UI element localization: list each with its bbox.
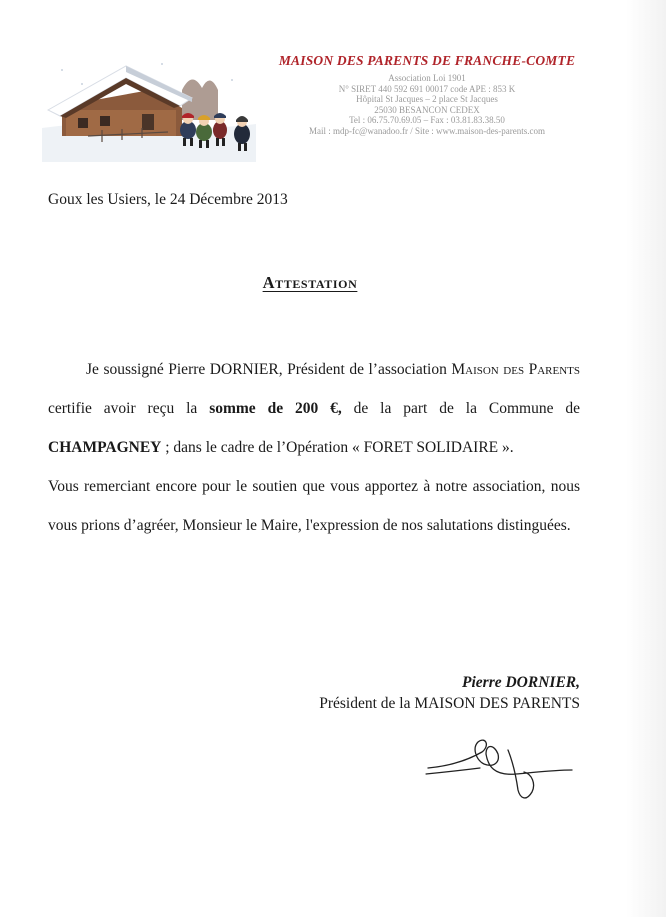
organization-header [262,53,592,137]
org-contact-line: Mail : mdp-fc@wanadoo.fr / Site : www.maison-des-parents.com [309,125,545,136]
org-phone-line: Tel : 06.75.70.69.05 – Fax : 03.81.83.38.50 [349,115,505,126]
document-title: Attestation [262,273,358,292]
association-name: Maison des Parents [451,361,581,378]
signatory-title: Président de la MAISON DES PARENTS [319,695,580,712]
signatory-name: Pierre DORNIER, [462,674,580,691]
organization-name: MAISON DES PARENTS DE FRANCHE-COMTE [278,53,576,68]
handwritten-signature [420,730,580,810]
snowy-farmhouse-illustration [42,50,256,162]
operation-name: FORET SOLIDAIRE [363,439,499,456]
p1-from: de la part de la Commune de [341,400,580,417]
letter-body [48,350,580,545]
closing-paragraph: Vous remerciant encore pour le soutien que vous apportez à notre association, nous vous prions d’agréer, Monsieur le Maire, l'expression de nos salutations distinguées. [48,478,580,534]
attestation-paragraph [48,350,580,467]
p1-frame: ; dans le cadre de l’Opération « [161,439,364,456]
org-city-line: 25030 BESANCON CEDEX [374,104,480,115]
p1-intro: Je soussigné Pierre DORNIER, Président de l’association [86,361,452,378]
org-siret-line: N° SIRET 440 592 691 00017 code APE : 853 K [338,83,516,94]
place-and-date: Goux les Usiers, le 24 Décembre 2013 [48,191,288,208]
p1-end: ». [498,439,514,456]
commune-name: CHAMPAGNEY [48,439,162,456]
org-address-line: Hôpital St Jacques – 2 place St Jacques [356,94,498,105]
org-status-line: Association Loi 1901 [388,73,466,83]
amount-received: somme de 200 €, [209,400,342,417]
p1-certify: certifie avoir reçu la [48,400,210,417]
